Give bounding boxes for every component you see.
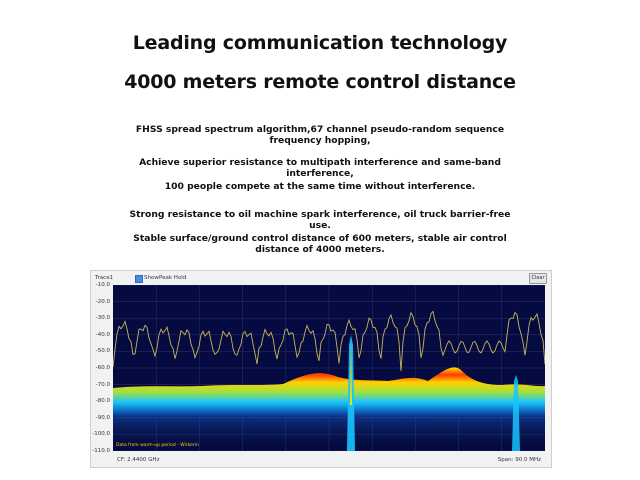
y-tick-label: -100.0 (92, 431, 110, 438)
show-label: Show (144, 275, 159, 281)
show-checkbox[interactable] (135, 275, 143, 283)
spectrum-graphic (113, 285, 545, 451)
y-tick-label: -70.0 (95, 381, 110, 388)
paragraph-spark-resistance: Strong resistance to oil machine spark interference, oil truck barrier-free use. (129, 209, 511, 231)
paragraph-interference: Achieve superior resistance to multipath interference and same-band interference, (139, 157, 501, 179)
spectrum-plot (113, 285, 545, 451)
y-tick-label: -30.0 (95, 315, 110, 322)
y-tick-label: -50.0 (95, 348, 110, 355)
analyzer-toolbar (91, 271, 551, 285)
headline-distance: 4000 meters remote control distance (124, 71, 516, 93)
y-tick-label: -20.0 (95, 298, 110, 305)
y-tick-label: -80.0 (95, 398, 110, 405)
paragraph-control-distance: Stable surface/ground control distance of 600 meters, stable air control distance of 4000 meters. (133, 233, 507, 255)
y-tick-label: -60.0 (95, 365, 110, 371)
y-tick-label: -40.0 (95, 331, 110, 338)
spectrum-analyzer-screenshot (90, 270, 552, 468)
y-tick-label: -110.0 (92, 448, 110, 454)
y-tick-label: -10.0 (95, 282, 110, 288)
headline-technology: Leading communication technology (132, 32, 508, 54)
analyzer-footer (91, 453, 551, 467)
y-tick-label: -90.0 (95, 414, 110, 421)
waterfall-band (113, 367, 545, 417)
y-axis (91, 282, 113, 455)
trace-label: Trace1 (95, 275, 114, 281)
peak-hold-label: Peak Hold (159, 275, 187, 281)
center-frequency-label: CF: 2.4400 GHz (117, 457, 160, 463)
span-label: Span: 90.0 MHz (497, 457, 541, 463)
paragraph-100-people: 100 people compete at the same time without interference. (164, 181, 476, 192)
paragraph-fhss: FHSS spread spectrum algorithm,67 channel pseudo-random sequence frequency hopping, (135, 124, 505, 146)
clear-button[interactable]: Clear (529, 273, 547, 284)
status-text: Data from warm-up period - Wirkerin (116, 443, 199, 448)
